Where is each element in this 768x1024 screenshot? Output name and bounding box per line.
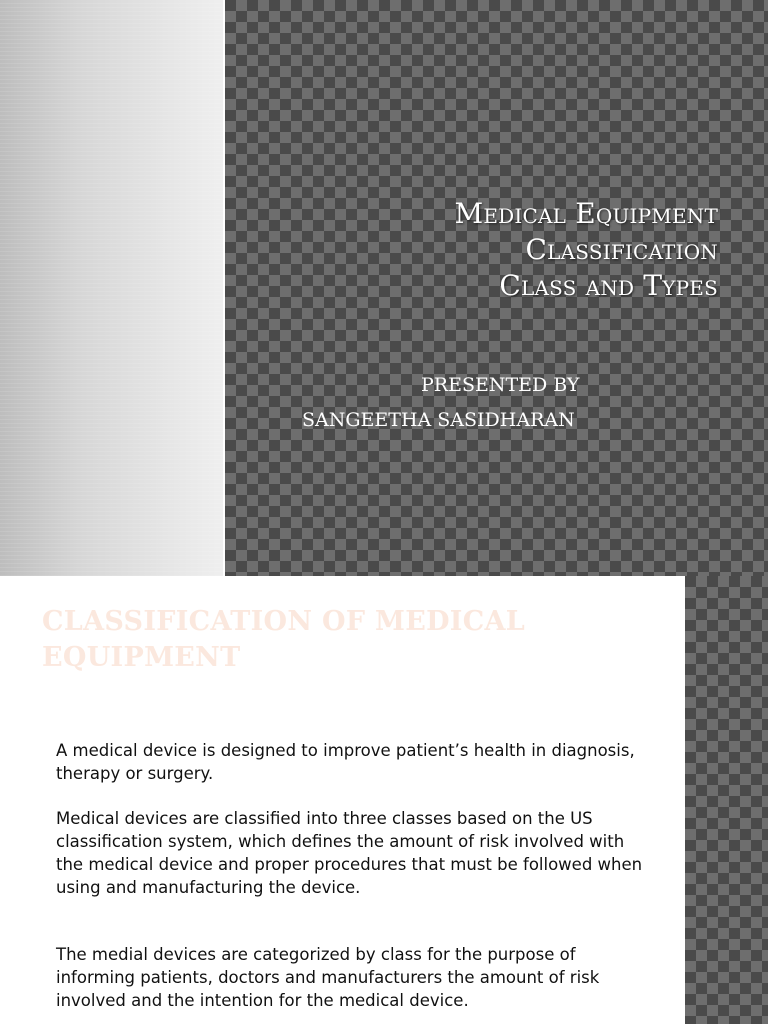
paragraph-purpose: The medial devices are categorized by class for the purpose of informing patients, doctors and manufacturers the amount of risk involved and the intention for the medical device. [56, 945, 600, 1010]
gradient-panel [0, 0, 223, 576]
paragraph-classes: Medical devices are classified into three classes based on the US classification system, which defines the amount of risk involved with the medical device and proper procedures that must be followed when using and manufacturing the device. [56, 809, 643, 897]
diamond-pattern-strip [685, 576, 768, 1024]
content-slide [0, 576, 768, 1024]
title-line-1: Medical Equipment [454, 197, 718, 230]
title-line-2: Classification [525, 233, 718, 266]
title-line-3: Class and Types [499, 269, 718, 302]
paragraph-definition: A medical device is designed to improve patient’s health in diagnosis, therapy or surgery. [56, 741, 635, 783]
slide-body [56, 739, 656, 1012]
author-name: SANGEETHA SASIDHARAN [302, 409, 575, 431]
heading-line-1: CLASSIFICATION OF MEDICAL [42, 606, 526, 637]
slide-title [258, 196, 718, 304]
slide-heading [42, 604, 642, 676]
heading-line-2: EQUIPMENT [42, 642, 241, 673]
presented-by-label: PRESENTED BY [421, 374, 580, 396]
